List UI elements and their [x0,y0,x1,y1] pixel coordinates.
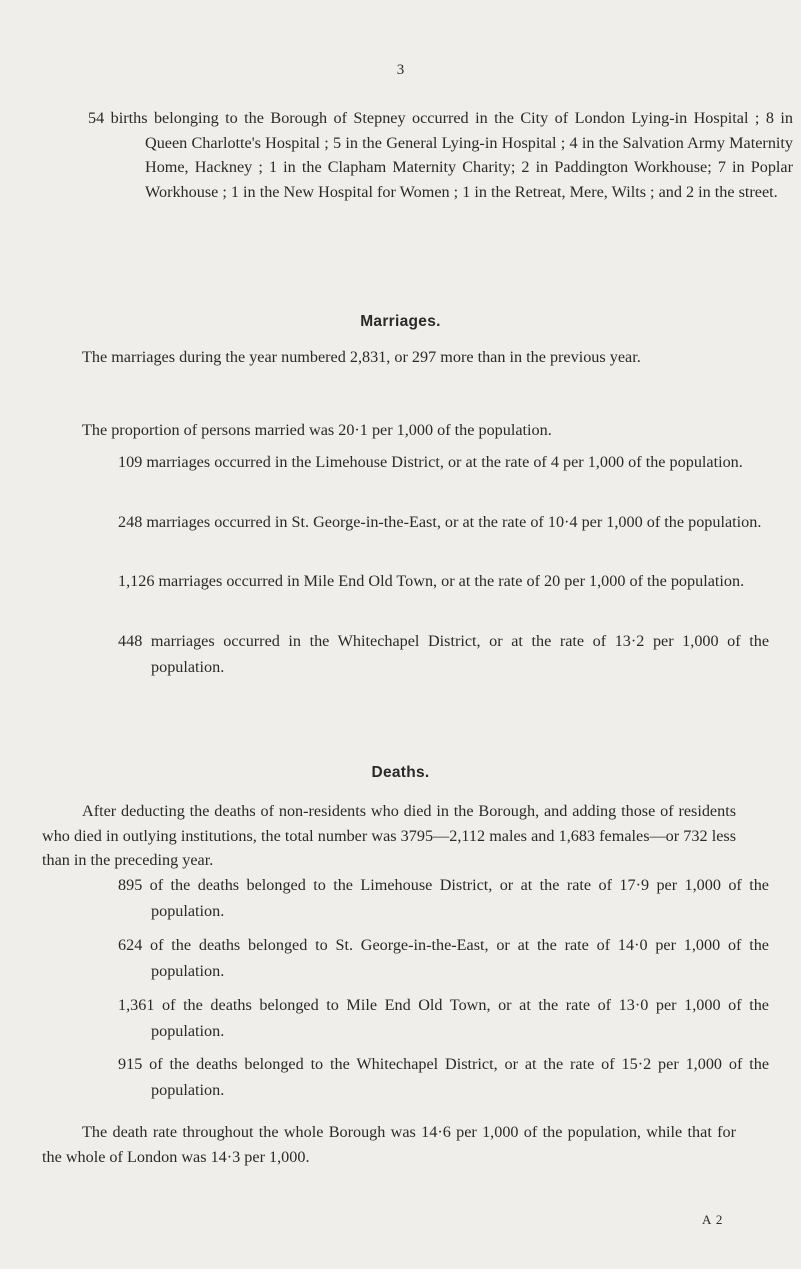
marriages-limehouse-item: 109 marriages occurred in the Limehouse District, or at the rate of 4 per 1,000 of the population. [118,453,743,471]
page-number: 3 [396,62,405,78]
marriages-whitechapel-item: 448 marriages occurred in the Whitechapel District, or at the rate of 13·2 per 1,000 of the population. [118,632,769,676]
death-rate-paragraph: The death rate throughout the whole Borough was 14·6 per 1,000 of the population, while that for the whole of London was 14·3 per 1,000. [42,1123,736,1166]
deaths-limehouse-item: 895 of the deaths belonged to the Limehouse District, or at the rate of 17·9 per 1,000 of the population. [118,876,769,920]
deaths-st-george-item: 624 of the deaths belonged to St. George-in-the-East, or at the rate of 14·0 per 1,000 of the population. [118,936,769,980]
births-paragraph: 54 births belonging to the Borough of Stepney occurred in the City of London Lying-in Hospital ; 8 in Queen Charlotte's Hospital ; 5 in the General Lying-in Hospital ; 4 in the Salvation Army Maternity Home, Hackney ; 1 in the Clapham Maternity Charity; 2 in Paddington Workhouse; 7 in Poplar Workhouse ; 1 in the New Hospital for Women ; 1 in the Retreat, Mere, Wilts ; and 2 in the street. [88,109,793,201]
marriages-total-paragraph: The marriages during the year numbered 2,831, or 297 more than in the previous year. [82,348,641,366]
marriages-st-george-item: 248 marriages occurred in St. George-in-the-East, or at the rate of 10·4 per 1,000 of the population. [118,513,762,531]
deaths-mile-end-item: 1,361 of the deaths belonged to Mile End Old Town, or at the rate of 13·0 per 1,000 of the population. [118,996,769,1040]
marriages-heading: Marriages. [360,313,441,330]
deaths-heading: Deaths. [371,764,430,781]
marriages-proportion-paragraph: The proportion of persons married was 20·1 per 1,000 of the population. [82,421,552,439]
marriages-mile-end-item: 1,126 marriages occurred in Mile End Old Town, or at the rate of 20 per 1,000 of the population. [118,572,745,590]
signature-mark: A 2 [702,1212,724,1227]
deaths-whitechapel-item: 915 of the deaths belonged to the Whitechapel District, or at the rate of 15·2 per 1,000 of the population. [118,1055,769,1099]
deaths-total-paragraph: After deducting the deaths of non-residents who died in the Borough, and adding those of residents who died in outlying institutions, the total number was 3795—2,112 males and 1,683 females—or 732 less than in the preceding year. [42,802,736,869]
